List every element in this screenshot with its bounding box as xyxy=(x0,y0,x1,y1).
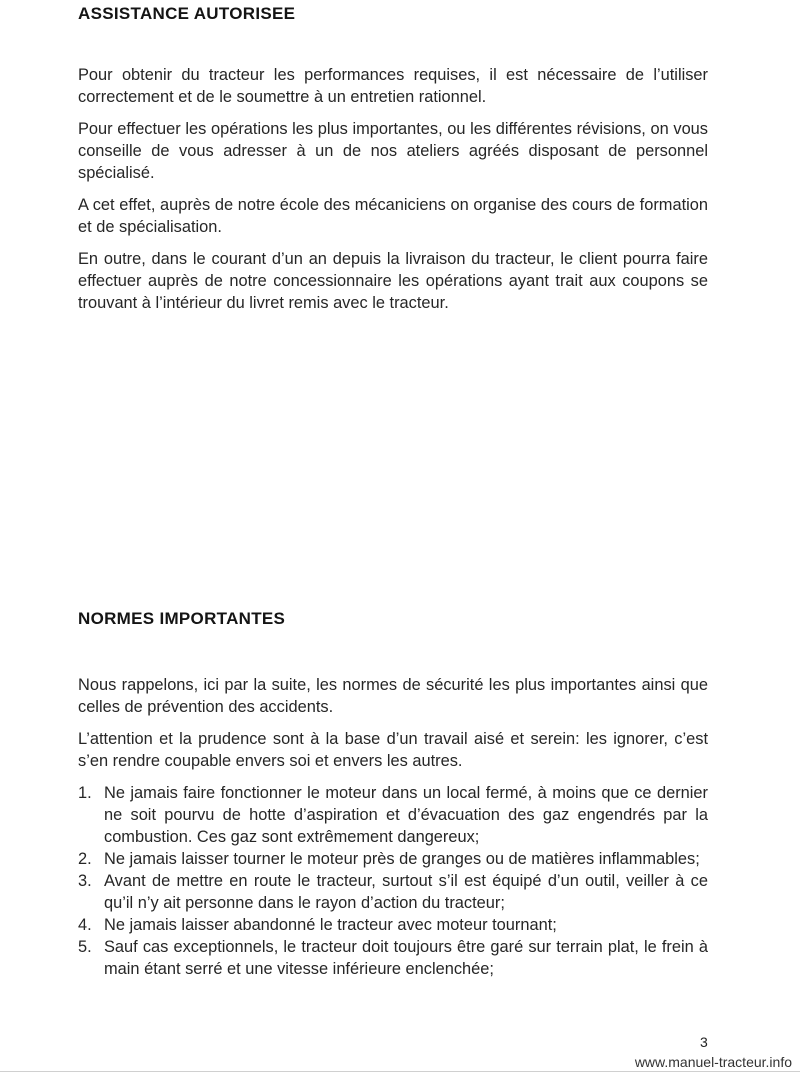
list-item-text: Ne jamais faire fonctionner le moteur dans un local fermé, à moins que ce dernier ne soit pourvu de hotte d’aspiration et d’évacuation des gaz engendrés par la combustion. Ces gaz sont extrêmement dangereux; xyxy=(104,784,708,846)
section-heading-normes: NORMES IMPORTANTES xyxy=(78,609,286,628)
list-item-number: 3. xyxy=(78,872,92,890)
list-item xyxy=(78,914,708,936)
list-item-text: Ne jamais laisser abandonné le tracteur avec moteur tournant; xyxy=(104,916,557,934)
footer-divider xyxy=(0,1071,800,1072)
paragraph: Pour obtenir du tracteur les performances requises, il est nécessaire de l’utiliser correctement et de le soumettre à un entretien rationnel. xyxy=(78,66,708,106)
list-item-text: Ne jamais laisser tourner le moteur près de granges ou de matières inflammables; xyxy=(104,850,700,868)
footer-url: www.manuel-tracteur.info xyxy=(634,1054,792,1070)
section-heading-assistance: ASSISTANCE AUTORISEE xyxy=(78,4,296,23)
list-item xyxy=(78,848,708,870)
list-item xyxy=(78,936,708,980)
list-item-number: 5. xyxy=(78,938,92,956)
list-item-number: 4. xyxy=(78,916,92,934)
list-item-text: Avant de mettre en route le tracteur, surtout s’il est équipé d’un outil, veiller à ce qu’il n’y ait personne dans le rayon d’action du tracteur; xyxy=(104,872,708,912)
paragraph: A cet effet, auprès de notre école des mécaniciens on organise des cours de formation et de spécialisation. xyxy=(78,196,708,236)
safety-rules-list xyxy=(78,782,708,980)
paragraph: Pour effectuer les opérations les plus importantes, ou les différentes révisions, on vous conseille de vous adresser à un de nos ateliers agréés disposant de personnel spécialisé. xyxy=(78,120,708,182)
list-item-number: 1. xyxy=(78,784,92,802)
paragraph: L’attention et la prudence sont à la base d’un travail aisé et serein: les ignorer, c’est s’en rendre coupable envers soi et envers les autres. xyxy=(78,730,708,770)
paragraph: En outre, dans le courant d’un an depuis la livraison du tracteur, le client pourra faire effectuer auprès de notre concessionnaire les opérations ayant trait aux coupons se trouvant à l’intérieur du livret remis avec le tracteur. xyxy=(78,250,708,312)
list-item-text: Sauf cas exceptionnels, le tracteur doit toujours être garé sur terrain plat, le frein à main étant serré et une vitesse inférieure enclenchée; xyxy=(104,938,708,978)
page-number: 3 xyxy=(700,1034,708,1050)
list-item xyxy=(78,782,708,848)
list-item xyxy=(78,870,708,914)
paragraph: Nous rappelons, ici par la suite, les normes de sécurité les plus importantes ainsi que celles de prévention des accidents. xyxy=(78,676,708,716)
list-item-number: 2. xyxy=(78,850,92,868)
